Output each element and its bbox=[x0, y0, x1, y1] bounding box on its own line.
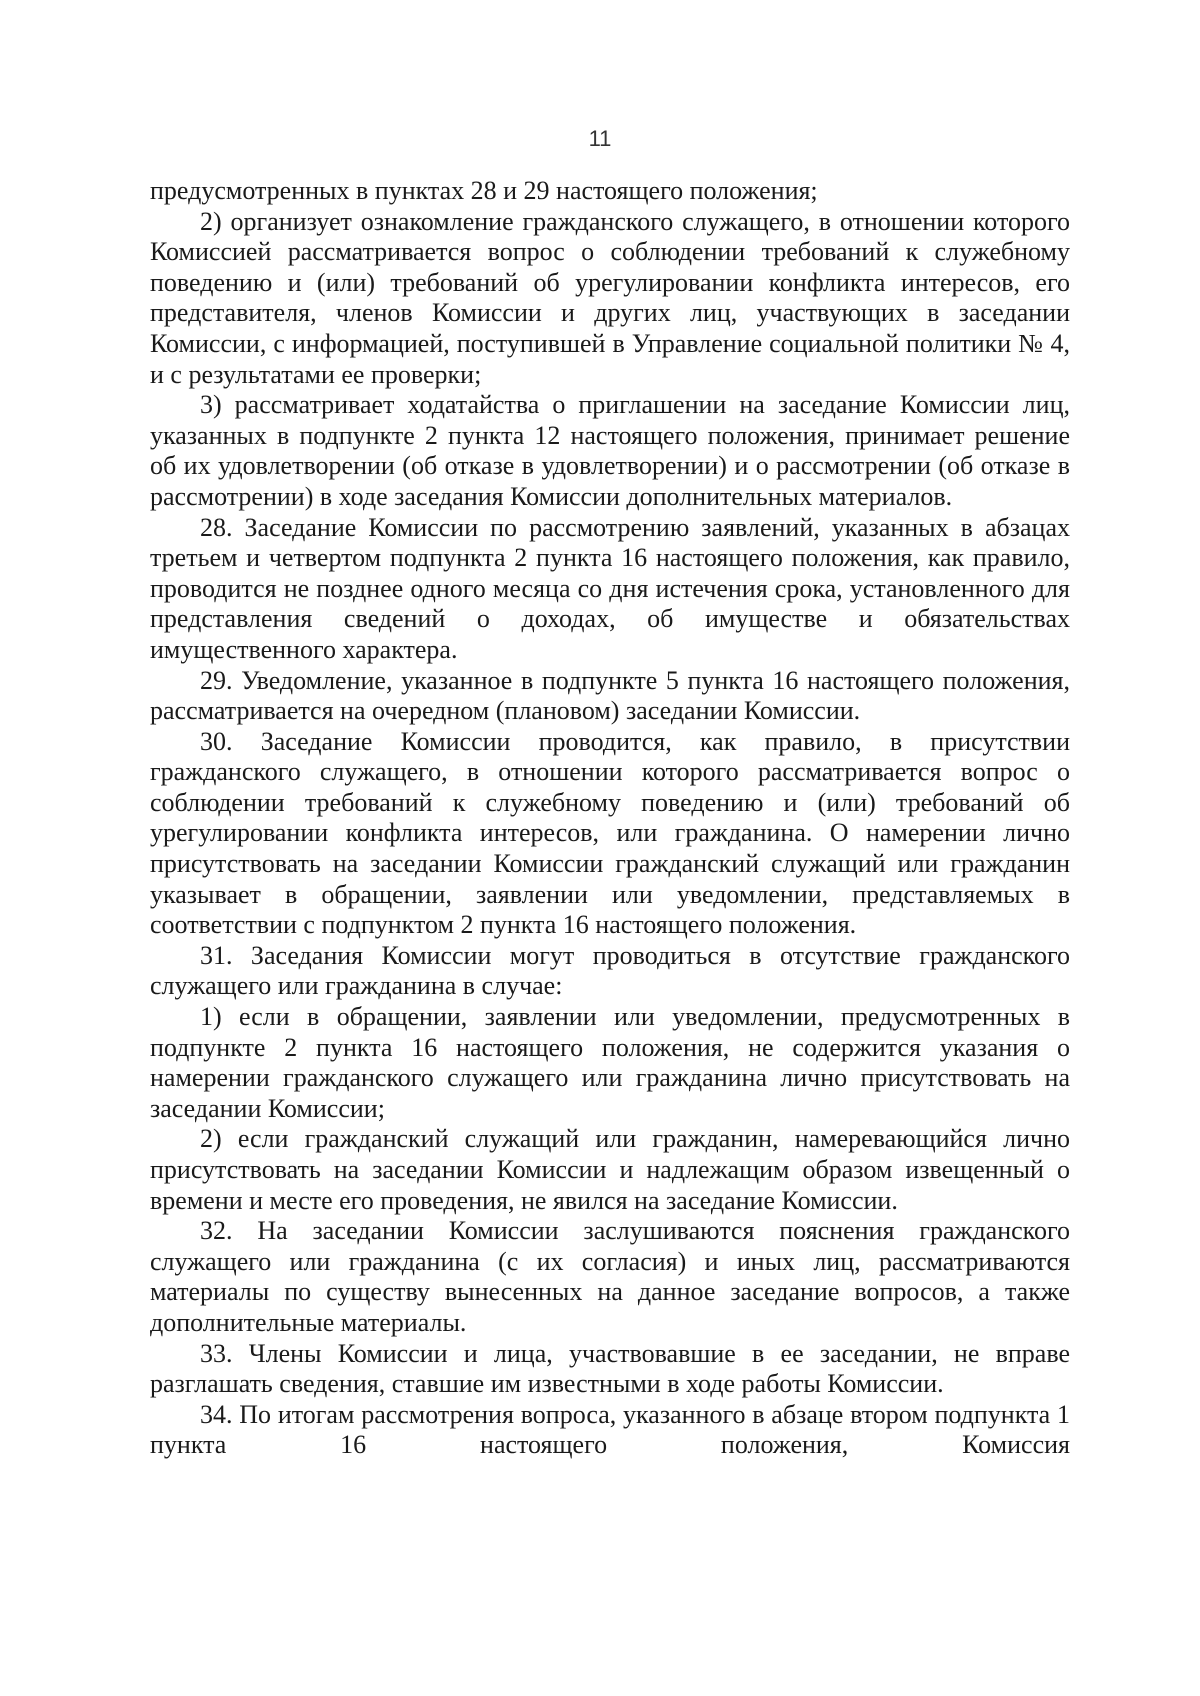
paragraph-31: 31. Заседания Комиссии могут проводиться в отсутствие гражданского служащего или гражданина в случае: bbox=[150, 940, 1070, 1001]
paragraph-30: 30. Заседание Комиссии проводится, как правило, в присутствии гражданского служащего, в отношении которого рассматривается вопрос о соблюдении требований к служебному поведению и (или) требований об урегулировании конфликта интересов, или гражданина. О намерении лично присутствовать на заседании Комиссии гражданский служащий или гражданин указывает в обращении, заявлении или уведомлении, представляемых в соответствии с подпунктом 2 пункта 16 настоящего положения. bbox=[150, 726, 1070, 940]
paragraph-33: 33. Члены Комиссии и лица, участвовавшие в ее заседании, не вправе разглашать сведения, ставшие им известными в ходе работы Комиссии. bbox=[150, 1338, 1070, 1399]
paragraph-continuation: предусмотренных в пунктах 28 и 29 настоящего положения; bbox=[150, 176, 818, 205]
paragraph-28: 28. Заседание Комиссии по рассмотрению заявлений, указанных в абзацах третьем и четвертом подпункта 2 пункта 16 настоящего положения, как правило, проводится не позднее одного месяца со дня истечения срока, установленного для представления сведений о доходах, об имуществе и обязательствах имущественного характера. bbox=[150, 512, 1070, 664]
paragraph-34: 34. По итогам рассмотрения вопроса, указанного в абзаце втором подпункта 1 пункта 16 настоящего положения, Комиссия bbox=[150, 1399, 1070, 1460]
paragraph-item-3: 3) рассматривает ходатайства о приглашении на заседание Комиссии лиц, указанных в подпункте 2 пункта 12 настоящего положения, принимает решение об их удовлетворении (об отказе в удовлетворении) и о рассмотрении (об отказе в рассмотрении) в ходе заседания Комиссии дополнительных материалов. bbox=[150, 390, 1070, 511]
document-body bbox=[150, 176, 1070, 1461]
paragraph-31-item-2: 2) если гражданский служащий или гражданин, намеревающийся лично присутствовать на заседании Комиссии и надлежащим образом извещенный о времени и месте его проведения, не явился на заседание Комиссии. bbox=[150, 1124, 1070, 1215]
paragraph-31-item-1: 1) если в обращении, заявлении или уведомлении, предусмотренных в подпункте 2 пункта 16 настоящего положения, не содержится указания о намерении гражданского служащего или гражданина лично присутствовать на заседании Комиссии; bbox=[150, 1002, 1070, 1123]
page-number: 11 bbox=[588, 126, 612, 151]
paragraph-item-2: 2) организует ознакомление гражданского служащего, в отношении которого Комиссией рассматривается вопрос о соблюдении требований к служебному поведению и (или) требований об урегулировании конфликта интересов, его представителя, членов Комиссии и других лиц, участвующих в заседании Комиссии, с информацией, поступившей в Управление социальной политики № 4, и с результатами ее проверки; bbox=[150, 206, 1070, 389]
paragraph-29: 29. Уведомление, указанное в подпункте 5 пункта 16 настоящего положения, рассматривается на очередном (плановом) заседании Комиссии. bbox=[150, 665, 1070, 726]
paragraph-32: 32. На заседании Комиссии заслушиваются пояснения гражданского служащего или гражданина (с их согласия) и иных лиц, рассматриваются материалы по существу вынесенных на данное заседание вопросов, а также дополнительные материалы. bbox=[150, 1216, 1070, 1337]
